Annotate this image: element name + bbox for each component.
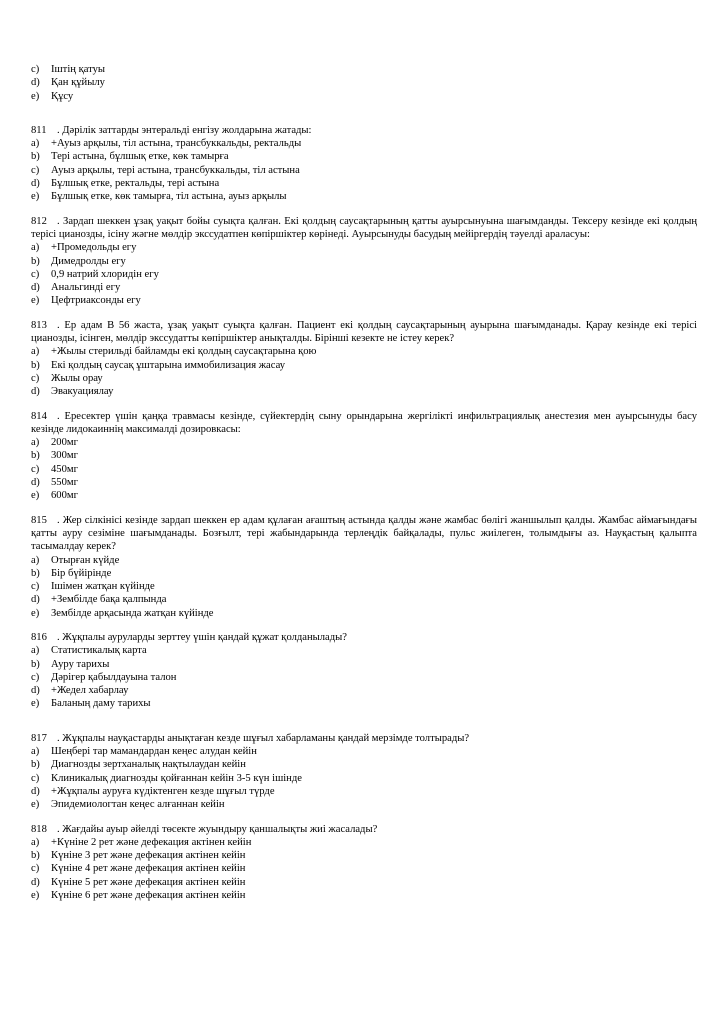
question-body: . Жағдайы ауыр әйелді төсекте жуындыру қаншалықты жиі жасалады? <box>57 823 378 835</box>
option-letter: d) <box>31 178 40 190</box>
question-body: . Ересектер үшін қаңқа травмасы кезінде, сүйектердің сыну орындарына жергілікті инфильтрациялық анестезия мен ауырсынуды басу кезінде лидокаиннің максималді дозировкасы: <box>31 410 697 435</box>
question-text <box>31 410 697 437</box>
option-letter: e) <box>31 191 40 203</box>
option-letter: e) <box>31 90 40 102</box>
option-letter: a) <box>31 746 40 758</box>
question-number: 811 <box>31 124 47 136</box>
option-text: 300мг <box>51 450 78 462</box>
answer-option <box>31 90 697 103</box>
question-number: 817 <box>31 732 47 744</box>
option-letter: a) <box>31 836 40 848</box>
option-text: Зембілде арқасында жатқан күйінде <box>51 607 214 619</box>
option-letter: e) <box>31 799 40 811</box>
option-letter: a) <box>31 437 40 449</box>
option-letter: b) <box>31 255 40 267</box>
question-text <box>31 319 697 346</box>
question-number: 812 <box>31 215 47 227</box>
page-content <box>31 63 697 902</box>
answer-option <box>31 150 697 163</box>
answer-option <box>31 255 697 268</box>
answer-option <box>31 684 697 697</box>
option-text: +Күніне 2 рет және дефекация актінен кейін <box>51 836 252 848</box>
option-letter: d) <box>31 785 40 797</box>
option-text: Эпидемиологтан кеңес алғаннан кейін <box>51 799 225 811</box>
option-text: Күніне 3 рет және дефекация актінен кейін <box>51 850 246 862</box>
option-text: +Жылы стерильді байламды екі қолдың саусақтарына қою <box>51 346 317 358</box>
option-text: Ауыз арқылы, тері астына, трансбуккальды, тіл астына <box>51 164 300 176</box>
option-text: Бір бүйірінде <box>51 567 112 579</box>
option-letter: a) <box>31 138 40 150</box>
answer-option <box>31 862 697 875</box>
option-text: Статистикалық карта <box>51 645 147 657</box>
option-text: +Зембілде бақа қалпында <box>51 594 167 606</box>
option-text: Отырған күйде <box>51 554 120 566</box>
option-letter: d) <box>31 876 40 888</box>
option-letter: a) <box>31 645 40 657</box>
leading-options <box>31 63 697 103</box>
question-text <box>31 514 697 554</box>
answer-option <box>31 671 697 684</box>
question-816 <box>31 631 697 711</box>
option-letter: b) <box>31 359 40 371</box>
question-number: 813 <box>31 319 47 331</box>
option-text: Шеңбері тар мамандардан кеңес алудан кейін <box>51 746 257 758</box>
option-letter: d) <box>31 282 40 294</box>
question-text <box>31 823 697 836</box>
answer-option <box>31 177 697 190</box>
option-text: Ішімен жатқан күйінде <box>51 581 155 593</box>
answer-option <box>31 607 697 620</box>
option-text: 450мг <box>51 463 78 475</box>
answer-option <box>31 281 697 294</box>
answer-option <box>31 745 697 758</box>
answer-option <box>31 489 697 502</box>
option-text: +Жұқпалы ауруға күдіктенген кезде шұғыл түрде <box>51 785 275 797</box>
option-text: Диагнозды зертханалық нақтылаудан кейін <box>51 759 246 771</box>
answer-option <box>31 785 697 798</box>
option-text: Тері астына, бұлшық етке, көк тамырға <box>51 151 229 163</box>
question-body: . Ер адам В 56 жаста, ұзақ уақыт суықта қалған. Пациент екі қолдың саусақтарының ауырына шағымданады. Қарау кезінде екі терісі цианозды, ісінген, мөлдір экссудатты көпіршіктер анықталды. Бірінші кезекте не істеу керек? <box>31 319 697 345</box>
question-817 <box>31 732 697 812</box>
answer-option <box>31 876 697 889</box>
option-letter: e) <box>31 490 40 502</box>
option-letter: c) <box>31 164 40 176</box>
question-body: . Дәрілік заттарды энтеральді енгізу жолдарына жатады: <box>57 124 312 136</box>
question-813 <box>31 319 697 399</box>
answer-option <box>31 385 697 398</box>
answer-option <box>31 798 697 811</box>
option-letter: b) <box>31 151 40 163</box>
option-letter: d) <box>31 594 40 606</box>
option-letter: e) <box>31 607 40 619</box>
option-text: Эвакуациялау <box>51 386 114 398</box>
answer-option <box>31 463 697 476</box>
question-number: 818 <box>31 823 47 835</box>
option-text: Баланың даму тарихы <box>51 698 151 710</box>
option-letter: b) <box>31 567 40 579</box>
option-letter: c) <box>31 863 40 875</box>
option-letter: d) <box>31 685 40 697</box>
option-text: 600мг <box>51 490 78 502</box>
answer-option <box>31 758 697 771</box>
answer-option <box>31 449 697 462</box>
option-letter: c) <box>31 268 40 280</box>
question-818 <box>31 823 697 903</box>
answer-option <box>31 849 697 862</box>
option-text: Күніне 6 рет және дефекация актінен кейін <box>51 890 246 902</box>
option-letter: b) <box>31 850 40 862</box>
question-body: . Жер сілкінісі кезінде зардап шеккен ер адам құлаған ағаштың астында қалды және жамбас бөлігі жаншылып қалды. Жамбас аймағындағы қатты ауру сезіміне шағымданады. Бозғылт, тері жабындарында терлеңдік байқалады, пульс жиілеген, толымдығы аз. Науқастың қалыпта тасымалдау керек? <box>31 514 697 553</box>
option-text: Анальгинді егу <box>51 282 121 294</box>
answer-option <box>31 436 697 449</box>
question-812 <box>31 215 697 308</box>
question-text <box>31 124 697 137</box>
option-letter: d) <box>31 386 40 398</box>
option-letter: b) <box>31 658 40 670</box>
option-letter: b) <box>31 759 40 771</box>
answer-option <box>31 372 697 385</box>
option-letter: b) <box>31 450 40 462</box>
answer-option <box>31 137 697 150</box>
option-text: Екі қолдың саусақ ұштарына иммобилизация жасау <box>51 359 286 371</box>
answer-option <box>31 76 697 89</box>
answer-option <box>31 268 697 281</box>
option-text: Димедролды егу <box>51 255 126 267</box>
option-text: +Ауыз арқылы, тіл астына, трансбуккальды, ректальды <box>51 138 302 150</box>
option-text: 0,9 натрий хлоридін егу <box>51 268 159 280</box>
option-text: Күніне 4 рет және дефекация актінен кейін <box>51 863 246 875</box>
answer-option <box>31 63 697 76</box>
question-number: 815 <box>31 514 47 526</box>
answer-option <box>31 164 697 177</box>
option-letter: a) <box>31 554 40 566</box>
option-text: 200мг <box>51 437 78 449</box>
answer-option <box>31 476 697 489</box>
option-text: Дәрігер қабылдауына талон <box>51 671 177 683</box>
option-letter: c) <box>31 372 40 384</box>
option-letter: e) <box>31 890 40 902</box>
question-body: . Жұқпалы ауруларды зерттеу үшін қандай құжат қолданылады? <box>57 631 347 643</box>
question-text <box>31 215 697 242</box>
answer-option <box>31 889 697 902</box>
option-text: Қан құйылу <box>51 77 105 89</box>
answer-option <box>31 359 697 372</box>
question-814 <box>31 410 697 503</box>
option-text: Жылы орау <box>51 372 103 384</box>
option-text: Бұлшық етке, көк тамырға, тіл астына, ауыз арқылы <box>51 191 287 203</box>
option-text: Ауру тарихы <box>51 658 110 670</box>
answer-option <box>31 345 697 358</box>
answer-option <box>31 294 697 307</box>
question-text <box>31 631 697 644</box>
answer-option <box>31 658 697 671</box>
question-811 <box>31 124 697 204</box>
question-number: 816 <box>31 631 47 643</box>
option-letter: e) <box>31 698 40 710</box>
option-letter: d) <box>31 477 40 489</box>
option-letter: c) <box>31 772 40 784</box>
option-text: +Промедольды егу <box>51 242 137 254</box>
question-number: 814 <box>31 410 47 422</box>
answer-option <box>31 554 697 567</box>
question-815 <box>31 514 697 620</box>
option-text: Бұлшық етке, ректальды, тері астына <box>51 178 220 190</box>
question-text <box>31 732 697 745</box>
answer-option <box>31 644 697 657</box>
option-letter: e) <box>31 295 40 307</box>
option-letter: d) <box>31 77 40 89</box>
option-text: 550мг <box>51 477 78 489</box>
option-text: Күніне 5 рет және дефекация актінен кейін <box>51 876 246 888</box>
option-letter: c) <box>31 463 40 475</box>
option-text: Клиникалық диагнозды қойғаннан кейін 3-5 күн ішінде <box>51 772 302 784</box>
option-letter: a) <box>31 346 40 358</box>
answer-option <box>31 772 697 785</box>
answer-option <box>31 593 697 606</box>
option-letter: a) <box>31 242 40 254</box>
answer-option <box>31 567 697 580</box>
answer-option <box>31 697 697 710</box>
question-body: . Зардап шеккен ұзақ уақыт бойы суықта қалған. Екі қолдың саусақтарының қатты ауырсынуына шағымданды. Тексеру кезінде екі қолдың терісі цианозды, ісіну жәгне мөлдір экссудатпен көпіршіктер көрінеді. Ауырсынуды басудың мейіргердің тәуелді араласуы: <box>31 215 697 240</box>
option-text: Құсу <box>51 90 74 102</box>
question-body: . Жұқпалы науқастарды анықтаған кезде шұғыл хабарламаны қандай мерзімде толтырады? <box>57 732 470 744</box>
answer-option <box>31 580 697 593</box>
answer-option <box>31 190 697 203</box>
option-letter: c) <box>31 671 40 683</box>
option-text: +Жедел хабарлау <box>51 685 129 697</box>
option-text: Іштің қатуы <box>51 64 106 75</box>
option-text: Цефтриаксонды егу <box>51 295 141 307</box>
option-letter: c) <box>31 581 40 593</box>
answer-option <box>31 836 697 849</box>
answer-option <box>31 241 697 254</box>
option-letter: c) <box>31 64 40 75</box>
